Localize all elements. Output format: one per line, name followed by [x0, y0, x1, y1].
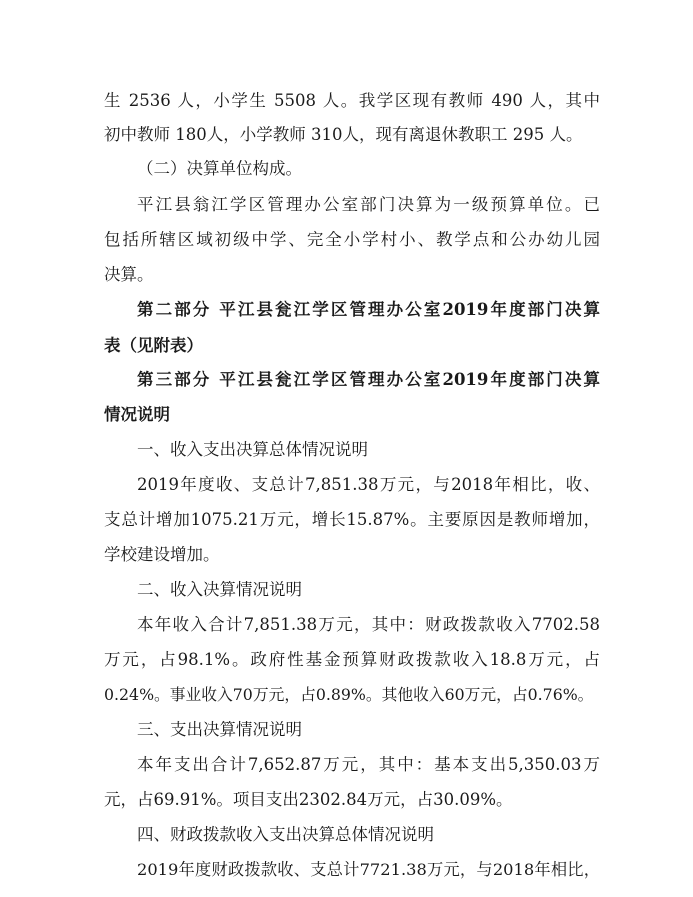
section-heading: （二）决算单位构成。	[137, 159, 302, 178]
body-line: 本年支出合计7,652.87万元，其中：基本支出5,350.03万	[137, 755, 600, 774]
body-line: 支总计增加1075.21万元，增长15.87%。主要原因是教师增加，	[104, 510, 600, 529]
body-line: 学校建设增加。	[104, 545, 220, 564]
section-heading: 三、支出决算情况说明	[137, 720, 302, 739]
body-line: 平江县翁江学区管理办公室部门决算为一级预算单位。已	[137, 195, 600, 214]
section-heading: 二、收入决算情况说明	[137, 580, 302, 599]
body-line: 初中教师 180人，小学教师 310人，现有离退休教职工 295 人。	[104, 125, 583, 144]
body-line: 元，占69.91%。项目支出2302.84万元，占30.09%。	[104, 790, 513, 809]
body-line: 包括所辖区域初级中学、完全小学村小、教学点和公办幼儿园	[104, 230, 600, 249]
section-heading: 四、财政拨款收入支出决算总体情况说明	[137, 825, 434, 844]
body-line: 2019年度收、支总计7,851.38万元，与2018年相比，收、	[137, 475, 600, 494]
part-heading: 第二部分 平江县瓮江学区管理办公室2019年度部门决算	[137, 300, 600, 319]
part-heading: 情况说明	[104, 405, 170, 424]
part-heading: 表（见附表）	[104, 336, 203, 355]
body-line: 生 2536 人，小学生 5508 人。我学区现有教师 490 人，其中	[104, 91, 600, 110]
body-line: 万元，占98.1%。政府性基金预算财政拨款收入18.8万元，占	[104, 650, 600, 669]
body-line: 决算。	[104, 265, 154, 284]
body-line: 0.24%。事业收入70万元，占0.89%。其他收入60万元，占0.76%。	[104, 685, 594, 704]
section-heading: 一、收入支出决算总体情况说明	[137, 440, 368, 459]
body-line: 本年收入合计7,851.38万元，其中：财政拨款收入7702.58	[137, 615, 600, 634]
body-line: 2019年度财政拨款收、支总计7721.38万元，与2018年相比，	[137, 860, 600, 879]
part-heading: 第三部分 平江县瓮江学区管理办公室2019年度部门决算	[137, 370, 600, 389]
